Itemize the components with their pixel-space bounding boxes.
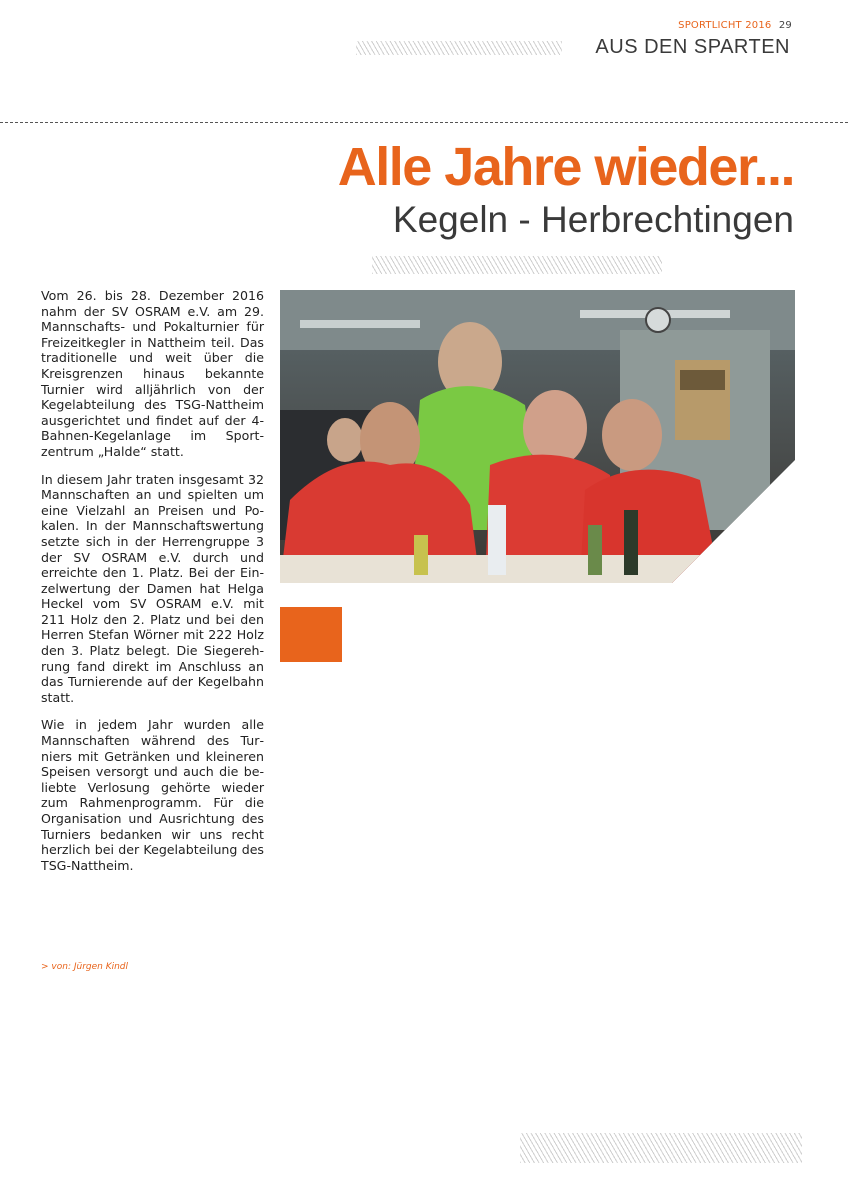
magazine-name: SPORTLICHT 2016 xyxy=(678,20,772,31)
title-hatch xyxy=(372,256,662,274)
page-meta xyxy=(678,20,792,31)
section-title: AUS DEN SPARTEN xyxy=(595,36,790,58)
team-photo xyxy=(280,290,795,583)
paragraph: Wie in jedem Jahr wurden alle Mannschaften während des Turniers mit Getränken und kleineren Speisen versorgt und auch die beliebte Verlosung gehörte wieder zum Rahmenprogramm. Für die Organisation und Ausrichtung des Turniers bedanken wir uns recht herzlich bei der Kegelabteilung des TSG-Nattheim. xyxy=(41,717,264,873)
paragraph: In diesem Jahr traten insgesamt 32 Mannschaften an und spielten um eine Vielzahl an Preisen und Pokalen. In der Mannschaftswertung setzte sich in der Herrengruppe 3 der SV OSRAM e.V. durch und erreichte den 1. Platz. Bei der Einzelwertung der Damen hat Helga Heckel vom SV OSRAM e.V. mit 211 Holz den 2. Platz und bei den Herren Stefan Wörner mit 222 Holz den 3. Platz belegt. Die Siegerehrung fand direkt im Anschluss an das Turnierende auf der Kegelbahn statt. xyxy=(41,471,264,705)
page-number: 29 xyxy=(778,20,792,31)
paragraph: Vom 26. bis 28. Dezember 2016 nahm der SV OSRAM e.V. am 29. Mannschafts- und Pokalturnier für Freizeitkegler in Nattheim teil. Das traditionelle und weit über die Kreisgrenzen hinaus bekannte Turnier wird alljährlich von der Kegelabteilung des TSG-Nattheim ausgerichtet und findet auf der 4-Bahnen-Kegelanlage im Sportzentrum „Halde“ statt. xyxy=(41,288,264,459)
header-hatch xyxy=(356,41,562,55)
orange-accent-block xyxy=(280,607,342,662)
article-title: Alle Jahre wieder... xyxy=(337,137,794,197)
dashed-divider xyxy=(0,122,848,123)
footer-hatch xyxy=(520,1133,802,1163)
article-author: > von: Jürgen Kindl xyxy=(41,962,129,972)
article-body xyxy=(41,288,264,885)
article-subtitle: Kegeln - Herbrechtingen xyxy=(392,199,794,240)
